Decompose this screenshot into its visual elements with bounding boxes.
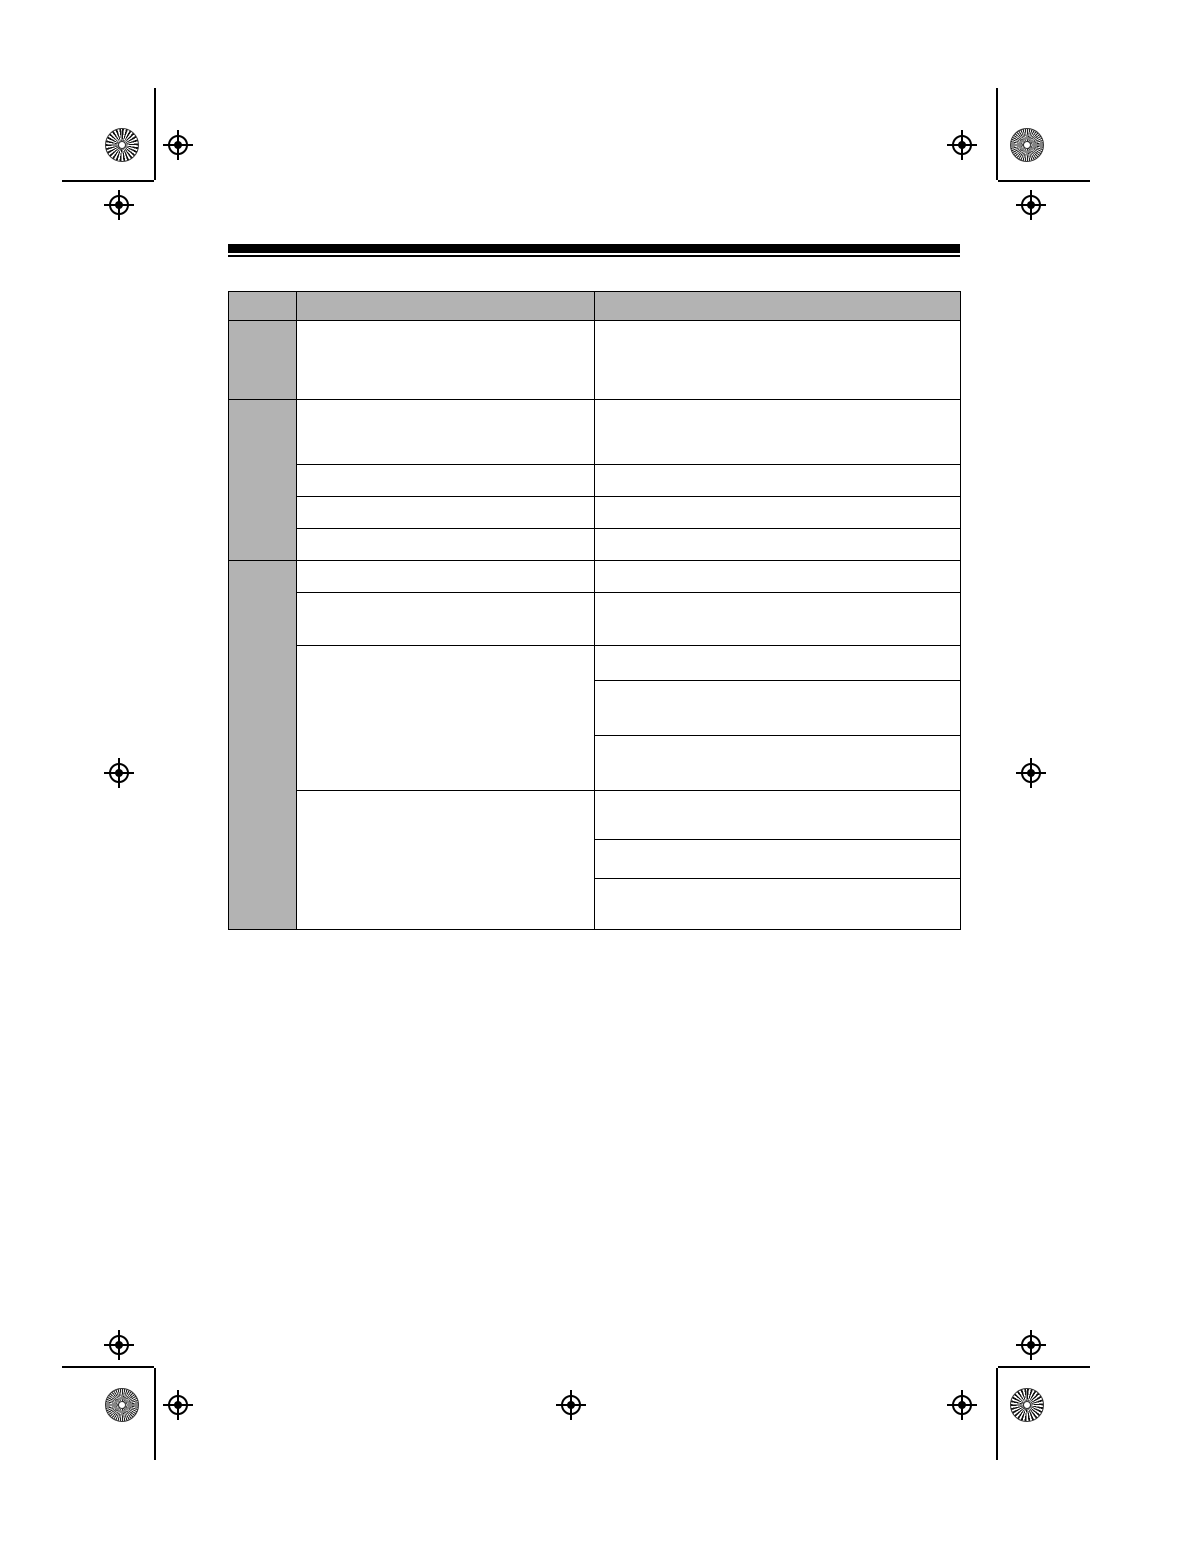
crop-line-bottom-left-horizontal [62,1366,154,1368]
table-row [229,561,961,593]
crop-line-top-right-horizontal [998,180,1090,182]
registration-bullseye-bottom-right-lower [947,1390,977,1420]
table-cell-value [595,646,961,681]
registration-bullseye-top-right [947,130,977,160]
table-header-value [595,292,961,321]
table-row [229,791,961,840]
table-cell-item [297,321,595,400]
crop-line-top-right-vertical [996,88,998,180]
table-row [229,646,961,681]
page-header-rule [228,244,960,257]
table-header-row [229,292,961,321]
table-cell-item [297,593,595,646]
registration-bullseye-bottom-left [104,1330,134,1360]
registration-bullseye-top-left [163,130,193,160]
table-row [229,465,961,497]
table-cell-value [595,465,961,497]
table-row [229,529,961,561]
table-cell-item [297,791,595,930]
table-cell-value [595,561,961,593]
table-cell-item [297,497,595,529]
table-cell-item [297,400,595,465]
table-cell-value [595,593,961,646]
table-cell-item [297,561,595,593]
specifications-table [228,291,961,930]
registration-bullseye-middle-left [104,758,134,788]
table-cell-group [229,400,297,561]
table-cell-value [595,681,961,736]
crop-line-top-left-vertical [154,88,156,180]
page-header-rule-thin [228,255,960,257]
table-row [229,321,961,400]
table-header-item [297,292,595,321]
table-row [229,400,961,465]
page-header-rule-thick [228,244,960,253]
table-cell-value [595,321,961,400]
crop-line-bottom-left-vertical [154,1368,156,1460]
table-cell-value [595,840,961,879]
table-cell-group [229,561,297,930]
crop-line-bottom-right-horizontal [998,1366,1090,1368]
table-cell-item [297,646,595,791]
table-cell-item [297,465,595,497]
screen-angle-target-top-left [105,128,139,162]
table-cell-value [595,879,961,930]
table-cell-value [595,791,961,840]
table-row [229,593,961,646]
table-cell-value [595,497,961,529]
registration-bullseye-bottom-center [556,1390,586,1420]
table-cell-item [297,529,595,561]
registration-bullseye-top-left-lower [104,190,134,220]
table-cell-value [595,400,961,465]
table-cell-group [229,321,297,400]
table-header [229,292,961,321]
table-cell-value [595,529,961,561]
registration-bullseye-bottom-left-lower [163,1390,193,1420]
screen-angle-target-top-right [1010,128,1044,162]
registration-bullseye-middle-right [1016,758,1046,788]
crop-line-bottom-right-vertical [996,1368,998,1460]
screen-angle-target-bottom-right [1010,1388,1044,1422]
registration-bullseye-bottom-right [1016,1330,1046,1360]
table-header-group [229,292,297,321]
table-body [229,321,961,930]
screen-angle-target-bottom-left [105,1388,139,1422]
table-cell-value [595,736,961,791]
registration-bullseye-top-right-lower [1016,190,1046,220]
table-row [229,497,961,529]
crop-line-top-left-horizontal [62,180,154,182]
